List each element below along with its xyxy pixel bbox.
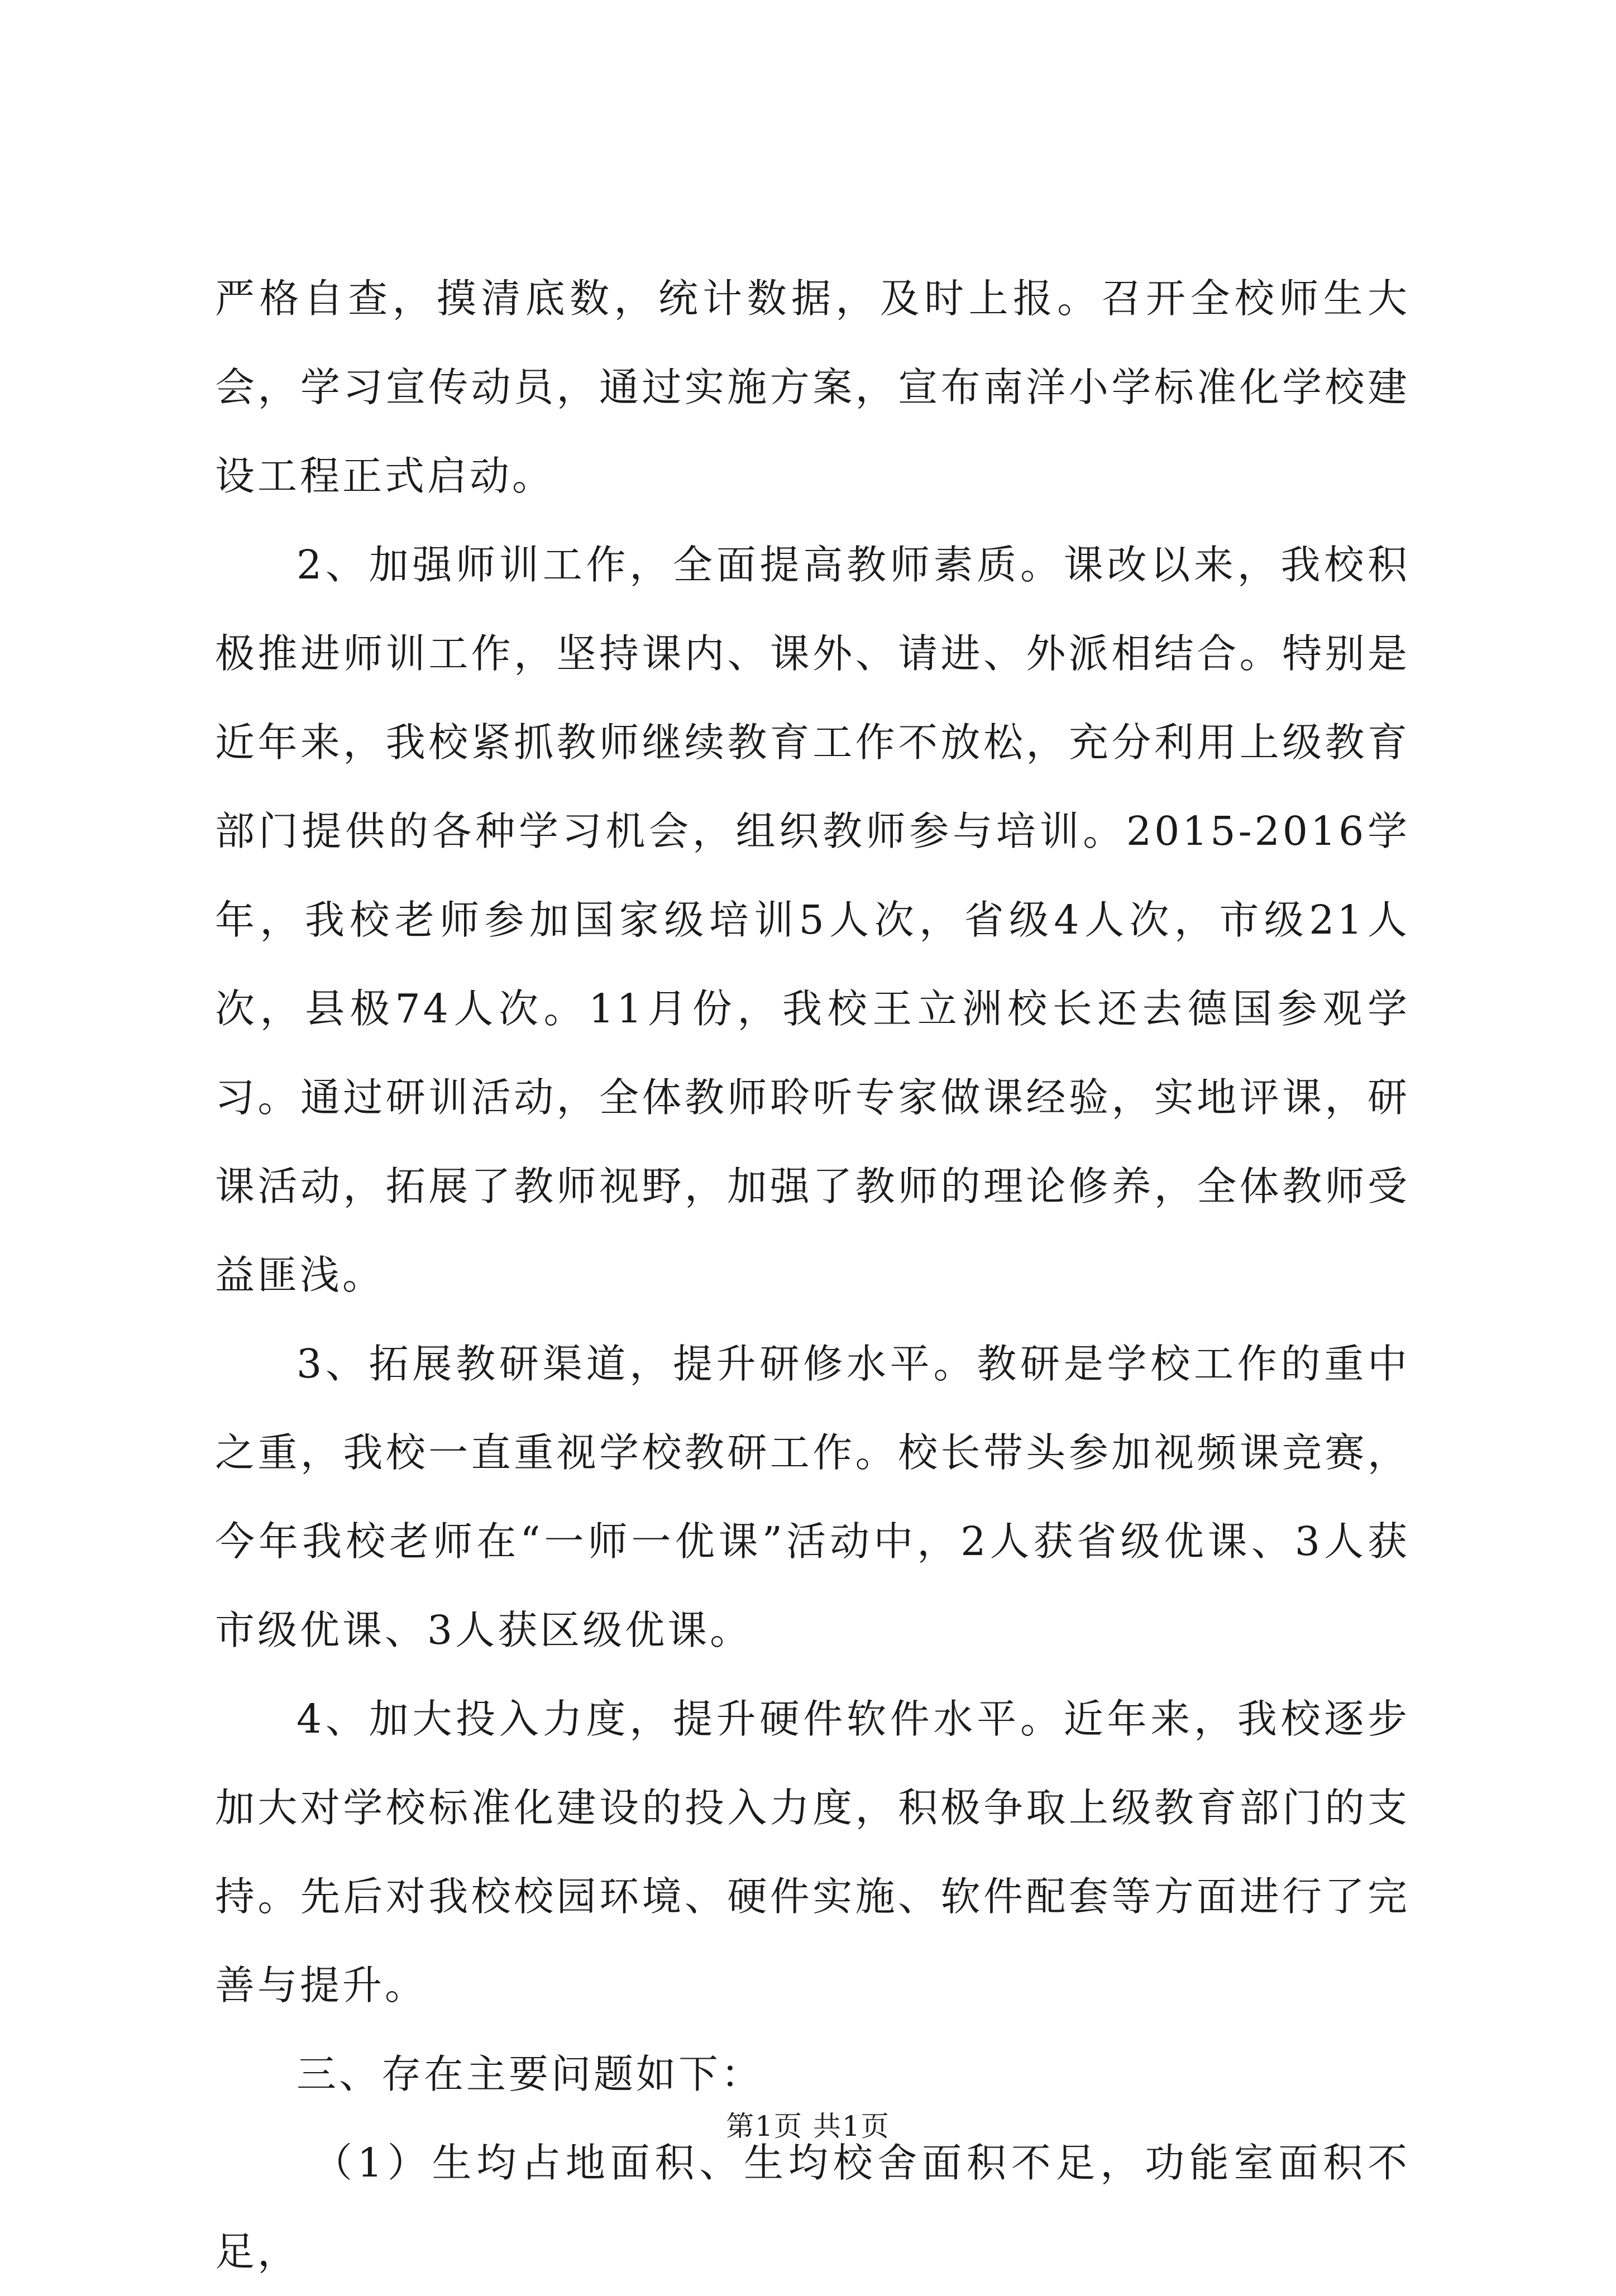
page-footer: 第1页 共1页 — [726, 2110, 890, 2142]
paragraph-investment: 4、加大投入力度，提升硬件软件水平。近年来，我校逐步加大对学校标准化建设的投入力度，积极争取上级教育部门的支持。先后对我校校园环境、硬件实施、软件配套等方面进行了完善与提升。 — [215, 1696, 1410, 2008]
paragraph-continuation: 严格自查，摸清底数，统计数据，及时上报。召开全校师生大会，学习宣传动员，通过实施方案，宣布南洋小学标准化学校建设工程正式启动。 — [215, 275, 1410, 499]
paragraph-teacher-training: 2、加强师训工作，全面提高教师素质。课改以来，我校积极推进师训工作，坚持课内、课外、请进、外派相结合。特别是近年来，我校紧抓教师继续教育工作不放松，充分利用上级教育部门提供的各种学习机会，组织教师参与培训。2015-2016学年，我校老师参加国家级培训5人次，省级4人次，市级21人次，县极74人次。11月份，我校王立洲校长还去德国参观学习。通过研训活动，全体教师聆听专家做课经验，实地评课，研课活动，拓展了教师视野，加强了教师的理论修养，全体教师受益匪浅。 — [215, 542, 1410, 1298]
paragraph-problem-1: （1）生均占地面积、生均校舍面积不足，功能室面积不足， — [215, 2140, 1410, 2275]
paragraph-teaching-research: 3、拓展教研渠道，提升研修水平。教研是学校工作的重中之重，我校一直重视学校教研工作。校长带头参加视频课竞赛，今年我校老师在“一师一优课”活动中，2人获省级优课、3人获市级优课、3人获区级优课。 — [215, 1341, 1410, 1653]
section-heading-problems: 三、存在主要问题如下： — [297, 2051, 764, 2097]
document-body — [215, 254, 1410, 2296]
